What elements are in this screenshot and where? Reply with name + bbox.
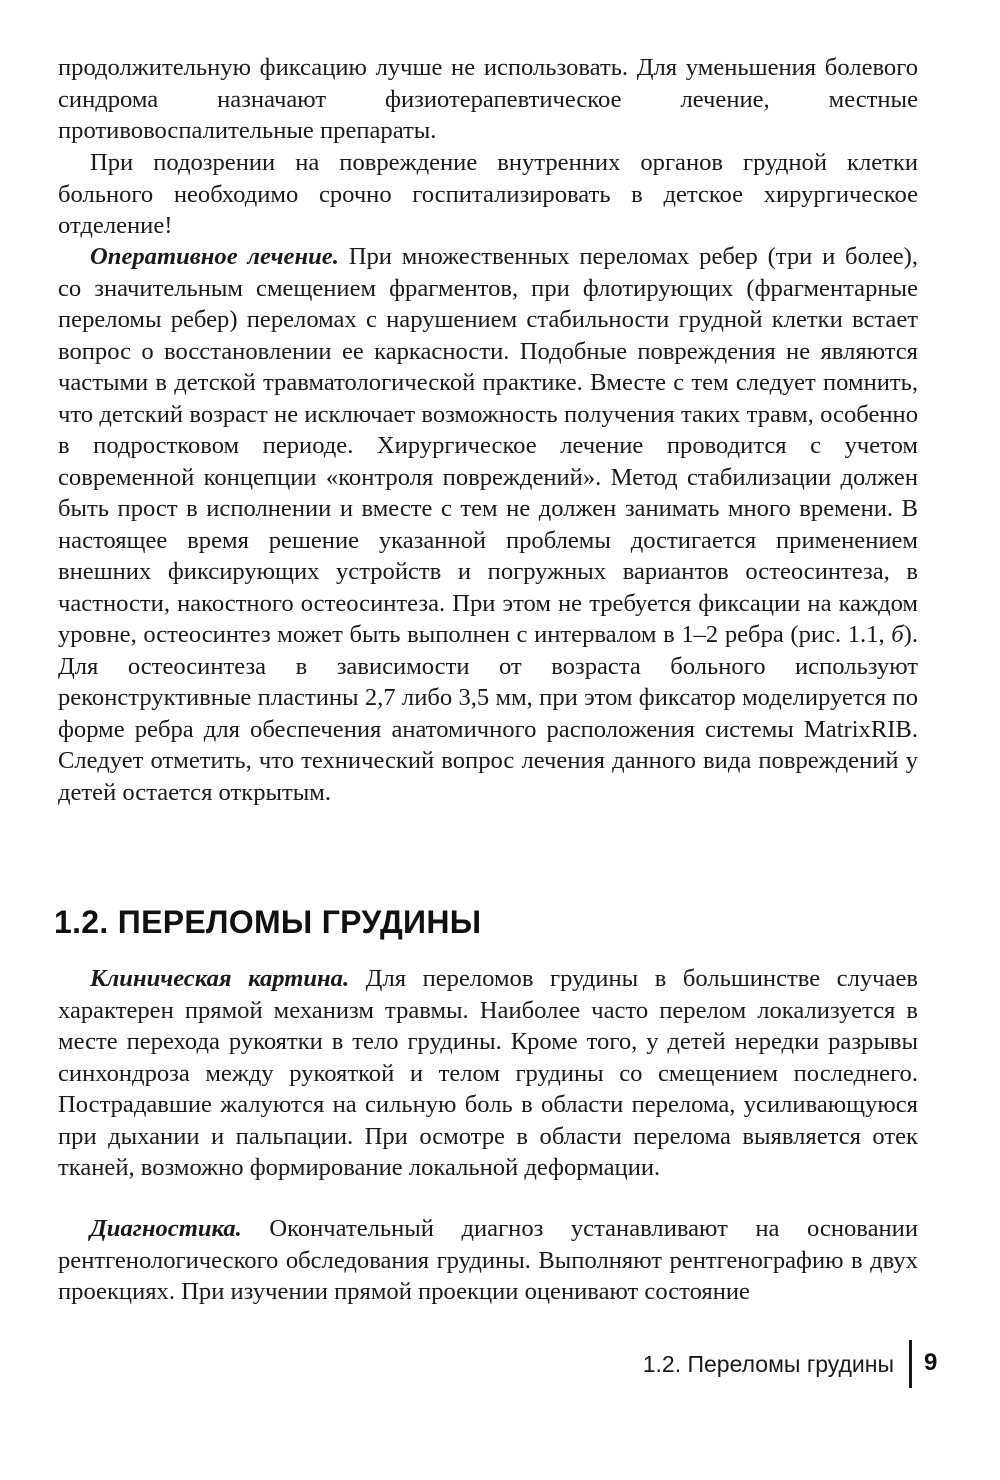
paragraph-text-continued: ). Для остеосинтеза в зависимости от возраста больного используют реконструктивные пластины 2,7 либо 3,5 мм, при этом фиксатор моделируется по форме ребра для обеспечения анатомичного расположения системы MatrixRIB. Следует отметить, что технический вопрос лечения данного вида повреждений у детей остается открытым. — [58, 621, 918, 806]
section-heading: 1.2. ПЕРЕЛОМЫ ГРУДИНЫ — [54, 904, 482, 940]
run-in-heading-operative-treatment: Оперативное лечение. — [90, 243, 339, 270]
paragraph-operative-treatment — [58, 241, 918, 808]
figure-reference-letter: б — [891, 621, 904, 648]
paragraph-text: При подозрении на повреждение внутренних органов грудной клетки больного необходимо срочно госпитализировать в детское хирургическое отделение! — [58, 149, 918, 239]
run-in-heading-diagnostics: Диагностика. — [90, 1215, 242, 1242]
paragraph-hospitalization-note — [58, 147, 918, 242]
paragraph-text: Окончательный диагноз устанавливают на основании рентгенологического обследования грудины. Выполняют рентгенографию в двух проекциях. При изучении прямой проекции оценивают состояние — [58, 1215, 918, 1305]
paragraph-clinical-picture — [58, 963, 918, 1184]
paragraph-text: Для переломов грудины в большинстве случаев характерен прямой механизм травмы. Наиболее часто перелом локализуется в месте перехода рукоятки в тело грудины. Кроме того, у детей нередки разрывы синхондроза между рукояткой и телом грудины со смещением последнего. Пострадавшие жалуются на сильную боль в области перелома, усиливающуюся при дыхании и пальпации. При осмотре в области перелома выявляется отек тканей, возможно формирование локальной деформации. — [58, 965, 918, 1181]
footer-divider — [909, 1340, 912, 1388]
paragraph-text: При множественных переломах ребер (три и более), со значительным смещением фрагментов, при флотирующих (фрагментарные переломы ребер) переломах с нарушением стабильности грудной клетки встает вопрос о восстановлении ее каркасности. Подобные повреждения не являются частыми в детской травматологической практике. Вместе с тем следует помнить, что детский возраст не исключает возможность получения таких травм, особенно в подростковом периоде. Хирургическое лечение проводится с учетом современной концепции «контроля повреждений». Метод стабилизации должен быть прост в исполнении и вместе с тем не должен занимать много времени. В настоящее время решение указанной проблемы достигается применением внешних фиксирующих устройств и погружных вариантов остеосинтеза, в частности, накостного остеосинтеза. При этом не требуется фиксации на каждом уровне, остеосинтез может быть выполнен с интервалом в 1–2 ребра (рис. 1.1, — [58, 243, 918, 648]
paragraph-continuation — [58, 52, 918, 147]
paragraph-text: продолжительную фиксацию лучше не использовать. Для уменьшения болевого синдрома назначают физиотерапевтическое лечение, местные противовоспалительные препараты. — [58, 54, 918, 144]
page-number: 9 — [924, 1349, 938, 1376]
run-in-heading-clinical-picture: Клиническая картина. — [90, 965, 350, 992]
running-footer-title: 1.2. Переломы грудины — [642, 1351, 894, 1377]
paragraph-diagnostics — [58, 1213, 918, 1308]
